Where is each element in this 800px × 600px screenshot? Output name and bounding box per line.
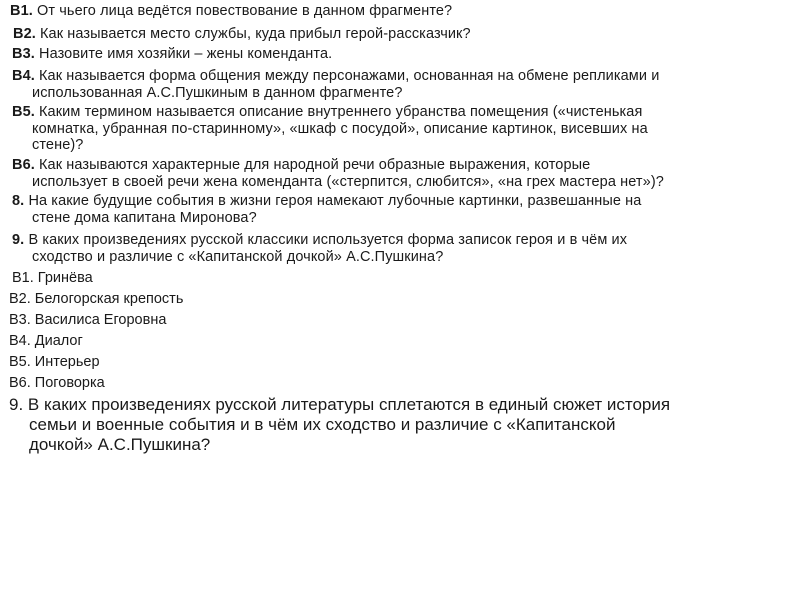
answer-b1: B1. Гринёва xyxy=(12,270,93,286)
answer-b5: B5. Интерьер xyxy=(9,354,100,370)
answer-b2: B2. Белогорская крепость xyxy=(9,291,184,307)
answer-b6: B6. Поговорка xyxy=(9,375,105,391)
question-b2: B2. Как называется место службы, куда прибыл герой-рассказчик? xyxy=(13,26,471,42)
question-b4: B4. Как называется форма общения между персонажами, основанная на обмене репликами и использованная А.С.Пушкиным в данном фрагменте? xyxy=(12,68,660,101)
answer-b4: B4. Диалог xyxy=(9,333,83,349)
question-b3: B3. Назовите имя хозяйки – жены коменданта. xyxy=(12,46,333,62)
answer-b3: B3. Василиса Егоровна xyxy=(9,312,167,328)
question-b1: B1. От чьего лица ведётся повествование в данном фрагменте? xyxy=(10,3,453,19)
question-b6: B6. Как называются характерные для народной речи образные выражения, которые использует в своей речи жена коменданта («стерпится, слюбится», «на грех мастера нет»)? xyxy=(12,157,664,190)
question-8: 8. На какие будущие события в жизни героя намекают лубочные картинки, развешанные на стене дома капитана Миронова? xyxy=(12,193,642,226)
final-question-9: 9. В каких произведениях русской литературы сплетаются в единый сюжет история семьи и военные события и в чём их сходство и различие с «Капитанской дочкой» А.С.Пушкина? xyxy=(9,395,671,454)
question-9: 9. В каких произведениях русской классики используется форма записок героя и в чём их сходство и различие с «Капитанской дочкой» А.С.Пушкина? xyxy=(12,232,628,265)
question-b5: B5. Каким термином называется описание внутреннего убранства помещения («чистенькая комнатка, убранная по-старинному», «шкаф с посудой», описание картинок, висевших на стене)? xyxy=(12,104,648,153)
